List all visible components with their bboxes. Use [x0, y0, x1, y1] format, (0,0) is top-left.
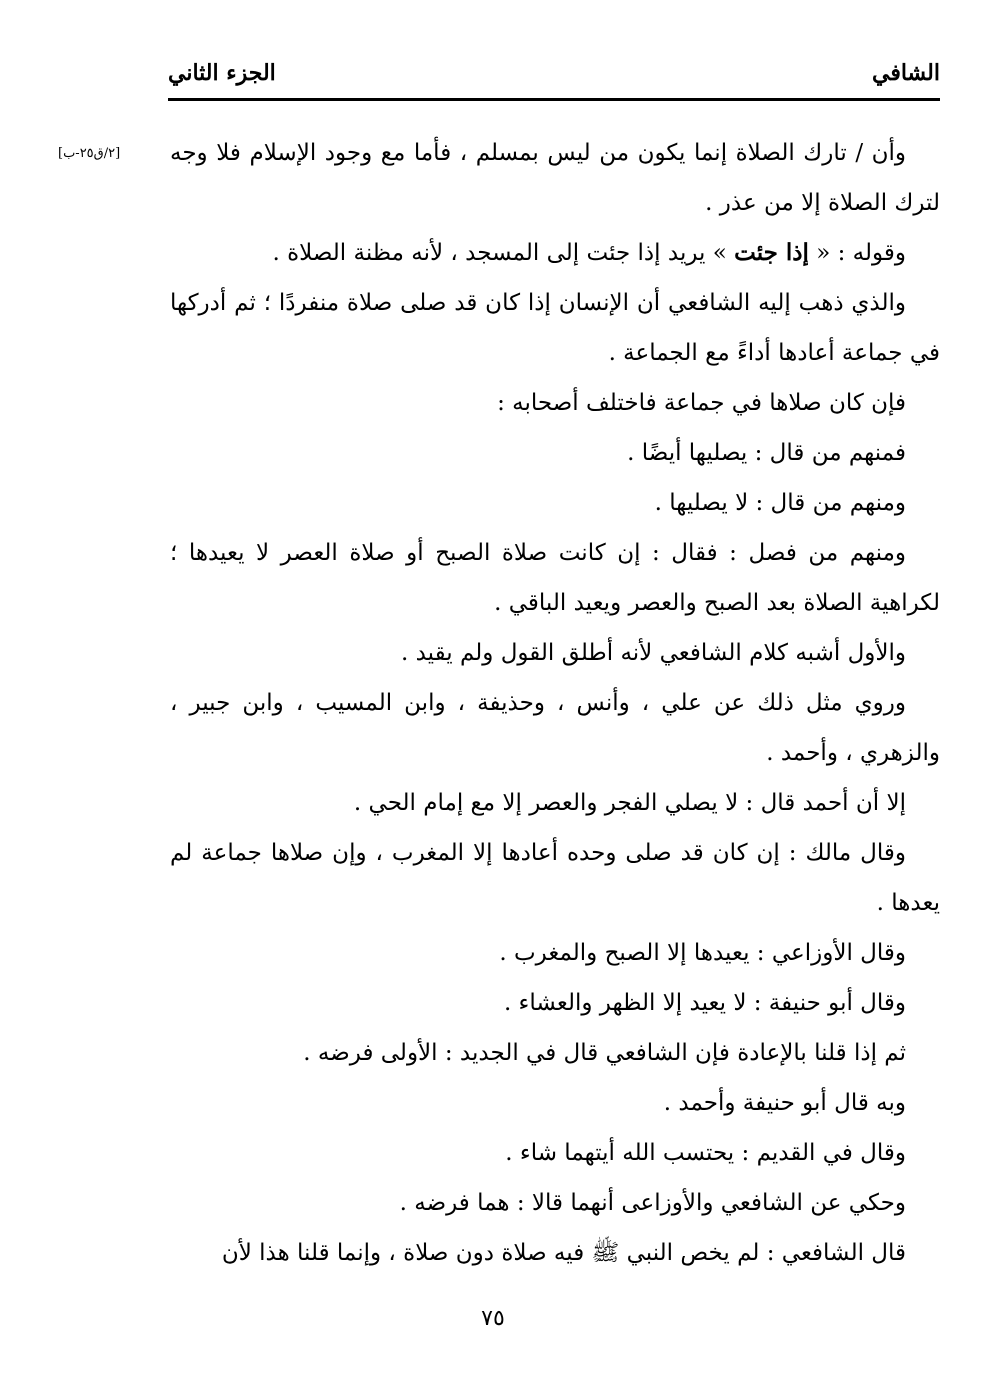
- paragraph: وبه قال أبو حنيفة وأحمد .: [663, 1090, 906, 1116]
- running-header: [168, 56, 940, 96]
- page-body: [170, 128, 940, 1278]
- paragraph: والذي ذهب إليه الشافعي أن الإنسان إذا كان قد صلى صلاة منفردًا ؛ ثم أدركها في جماعة أعادها أداءً مع الجماعة .: [170, 290, 940, 366]
- manuscript-folio-reference: [٢/ق٢٥-ب]: [58, 146, 121, 161]
- paragraph-lead: وقوله : «: [808, 240, 906, 266]
- page-number: ٧٥: [481, 1306, 505, 1331]
- quoted-phrase: إذا جئت: [734, 239, 809, 266]
- paragraph: وقال في القديم : يحتسب الله أيتهما شاء .: [505, 1140, 906, 1166]
- paragraph: وحكي عن الشافعي والأوزاعى أنهما قالا : هما فرضه .: [399, 1190, 906, 1216]
- paragraph: ومنهم من فصل : فقال : إن كانت صلاة الصبح أو صلاة العصر لا يعيدها ؛ لكراهية الصلاة بعد الصبح والعصر ويعيد الباقي .: [170, 540, 940, 616]
- paragraph: فإن كان صلاها في جماعة فاختلف أصحابه :: [497, 390, 906, 416]
- paragraph: وقال الأوزاعي : يعيدها إلا الصبح والمغرب .: [499, 940, 906, 966]
- paragraph: [170, 228, 940, 278]
- header-rule: [168, 98, 940, 101]
- part-title: الجزء الثاني: [168, 60, 276, 86]
- paragraph: وروي مثل ذلك عن علي ، وأنس ، وحذيفة ، وابن المسيب ، وابن جبير ، والزهري ، وأحمد .: [170, 690, 940, 766]
- paragraph: إلا أن أحمد قال : لا يصلي الفجر والعصر إلا مع إمام الحي .: [353, 790, 906, 816]
- paragraph-rest: » يريد إذا جئت إلى المسجد ، لأنه مظنة الصلاة .: [272, 240, 735, 266]
- paragraph: وقال أبو حنيفة : لا يعيد إلا الظهر والعشاء .: [503, 990, 906, 1016]
- book-title: الشافي: [872, 60, 940, 86]
- paragraph: قال الشافعي : لم يخص النبي ﷺ فيه صلاة دون صلاة ، وإنما قلنا هذا لأن: [221, 1240, 906, 1266]
- paragraph: وأن / تارك الصلاة إنما يكون من ليس بمسلم ، فأما مع وجود الإسلام فلا وجه لترك الصلاة إلا من عذر .: [170, 140, 940, 216]
- paragraph: والأول أشبه كلام الشافعي لأنه أطلق القول ولم يقيد .: [400, 640, 906, 666]
- paragraph: ومنهم من قال : لا يصليها .: [654, 490, 906, 516]
- paragraph: وقال مالك : إن كان قد صلى وحده أعادها إلا المغرب ، وإن صلاها جماعة لم يعدها .: [170, 840, 940, 916]
- paragraph: فمنهم من قال : يصليها أيضًا .: [627, 440, 906, 466]
- paragraph: ثم إذا قلنا بالإعادة فإن الشافعي قال في الجديد : الأولى فرضه .: [303, 1040, 906, 1066]
